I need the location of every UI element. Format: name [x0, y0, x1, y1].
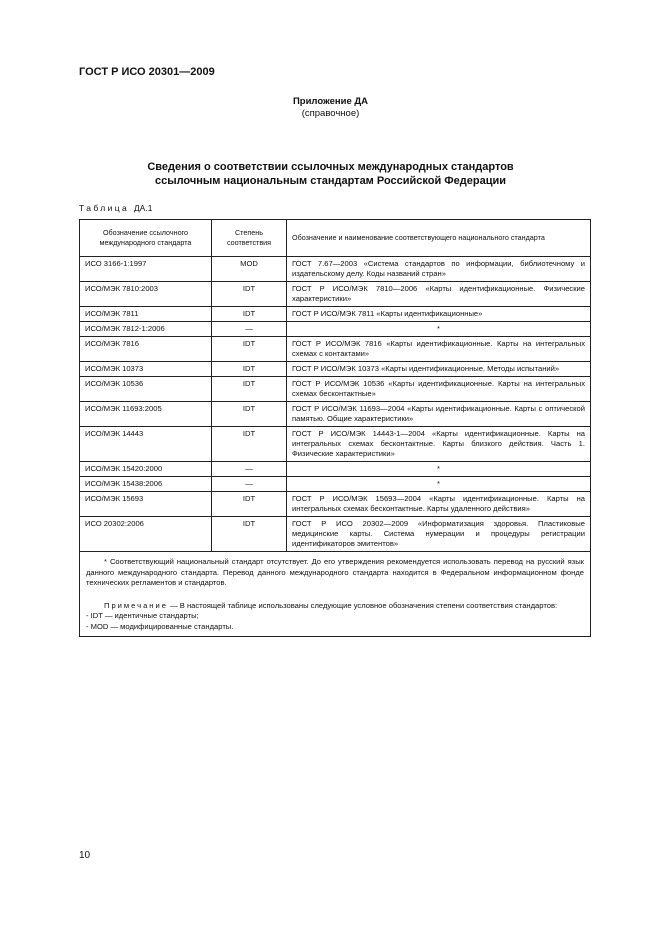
table-row: [80, 257, 591, 282]
heading-line-2: ссылочным национальным стандартам Российской Федерации: [154, 175, 507, 187]
intl-standard-cell: ИСО/МЭК 11693:2005: [80, 402, 212, 427]
table-row: [80, 517, 591, 552]
table-row: [80, 477, 591, 492]
footnote: * Соответствующий национальный стандарт отсутствует. До его утверждения рекомендуется использовать перевод на русский язык данного международного стандарта. Перевод данного международного стандарта находится в Федеральном информационном фонде технических регламентов и стандартов.: [86, 557, 584, 587]
note-item-idt: - IDT — идентичные стандарты;: [86, 611, 199, 620]
degree-cell: IDT: [212, 282, 287, 307]
table-row: [80, 427, 591, 462]
heading-line-1: Сведения о соответствии ссылочных международных стандартов: [147, 161, 514, 173]
section-heading: [0, 160, 661, 188]
degree-cell: IDT: [212, 402, 287, 427]
intl-standard-cell: ИСО/МЭК 15693: [80, 492, 212, 517]
degree-cell: —: [212, 322, 287, 337]
table-row: [80, 282, 591, 307]
intl-standard-cell: ИСО/МЭК 7812-1:2006: [80, 322, 212, 337]
national-standard-cell: ГОСТ Р ИСО/МЭК 11693—2004 «Карты идентификационные. Карты с оптической памятью. Общие характеристики»: [287, 402, 591, 427]
note-text: — В настоящей таблице использованы следующие условное обозначения степени соответствия стандартов:: [167, 600, 558, 610]
national-standard-cell: ГОСТ Р ИСО/МЭК 7810—2006 «Карты идентификационные. Физические характеристики»: [287, 282, 591, 307]
table-notes: [80, 552, 591, 637]
national-standard-cell: ГОСТ Р ИСО/МЭК 10536 «Карты идентификационные. Карты на интегральных схемах бесконтактные»: [287, 377, 591, 402]
intl-standard-cell: ИСО/МЭК 15438:2006: [80, 477, 212, 492]
note-item-mod: - MOD — модифицированные стандарты.: [86, 621, 234, 631]
intl-standard-cell: ИСО/МЭК 7811: [80, 307, 212, 322]
note: [86, 601, 584, 612]
national-standard-cell: ГОСТ Р ИСО/МЭК 14443-1—2004 «Карты идентификационные. Карты на интегральных схемах бесконтактные. Карты близкого действия. Часть 1. Физические характеристики»: [287, 427, 591, 462]
national-standard-cell: *: [287, 462, 591, 477]
national-standard-cell: ГОСТ Р ИСО 20302—2009 «Информатизация здоровья. Пластиковые медицинские карты. Система нумерации и процедуры регистрации идентификаторов эмитентов»: [287, 517, 591, 552]
intl-standard-cell: ИСО/МЭК 10373: [80, 362, 212, 377]
table-row: [80, 307, 591, 322]
degree-cell: IDT: [212, 517, 287, 552]
table-row: [80, 462, 591, 477]
table-row: [80, 322, 591, 337]
note-label: Примечание: [104, 600, 168, 610]
degree-cell: IDT: [212, 427, 287, 462]
table-header-row: [80, 220, 591, 257]
national-standard-cell: ГОСТ Р ИСО/МЭК 7816 «Карты идентификационные. Карты на интегральных схемах с контактами»: [287, 337, 591, 362]
intl-standard-cell: ИСО 3166-1:1997: [80, 257, 212, 282]
table-label-number: ДА.1: [133, 203, 153, 213]
table-row: [80, 337, 591, 362]
national-standard-cell: ГОСТ Р ИСО/МЭК 7811 «Карты идентификационные»: [287, 307, 591, 322]
header-national-standard: Обозначение и наименование соответствующего национального стандарта: [287, 220, 591, 257]
degree-cell: IDT: [212, 337, 287, 362]
table-label: [79, 203, 152, 213]
table-row: [80, 492, 591, 517]
degree-cell: IDT: [212, 492, 287, 517]
table-label-word: Таблица: [79, 203, 130, 213]
degree-cell: IDT: [212, 377, 287, 402]
header-degree: Степень соответствия: [212, 220, 287, 257]
national-standard-cell: *: [287, 477, 591, 492]
header-intl-standard: Обозначение ссылочного международного стандарта: [80, 220, 212, 257]
page-number: 10: [79, 850, 91, 861]
table-row: [80, 362, 591, 377]
degree-cell: —: [212, 462, 287, 477]
intl-standard-cell: ИСО 20302:2006: [80, 517, 212, 552]
table-row: [80, 377, 591, 402]
intl-standard-cell: ИСО/МЭК 7810:2003: [80, 282, 212, 307]
table-row: [80, 402, 591, 427]
appendix-subtitle: (справочное): [301, 108, 360, 119]
correspondence-table: [79, 219, 591, 637]
national-standard-cell: ГОСТ 7.67—2003 «Система стандартов по информации, библиотечному и издательскому делу. Коды названий стран»: [287, 257, 591, 282]
degree-cell: IDT: [212, 362, 287, 377]
intl-standard-cell: ИСО/МЭК 15420:2000: [80, 462, 212, 477]
degree-cell: IDT: [212, 307, 287, 322]
intl-standard-cell: ИСО/МЭК 10536: [80, 377, 212, 402]
table-notes-row: [80, 552, 591, 637]
appendix-title: Приложение ДА: [292, 96, 369, 107]
intl-standard-cell: ИСО/МЭК 14443: [80, 427, 212, 462]
national-standard-cell: ГОСТ Р ИСО/МЭК 10373 «Карты идентификационные. Методы испытаний»: [287, 362, 591, 377]
document-code: ГОСТ Р ИСО 20301—2009: [79, 66, 215, 78]
national-standard-cell: ГОСТ Р ИСО/МЭК 15693—2004 «Карты идентификационные. Карты на интегральных схемах бесконтактные. Карты удаленного действия»: [287, 492, 591, 517]
national-standard-cell: *: [287, 322, 591, 337]
intl-standard-cell: ИСО/МЭК 7816: [80, 337, 212, 362]
degree-cell: MOD: [212, 257, 287, 282]
degree-cell: —: [212, 477, 287, 492]
